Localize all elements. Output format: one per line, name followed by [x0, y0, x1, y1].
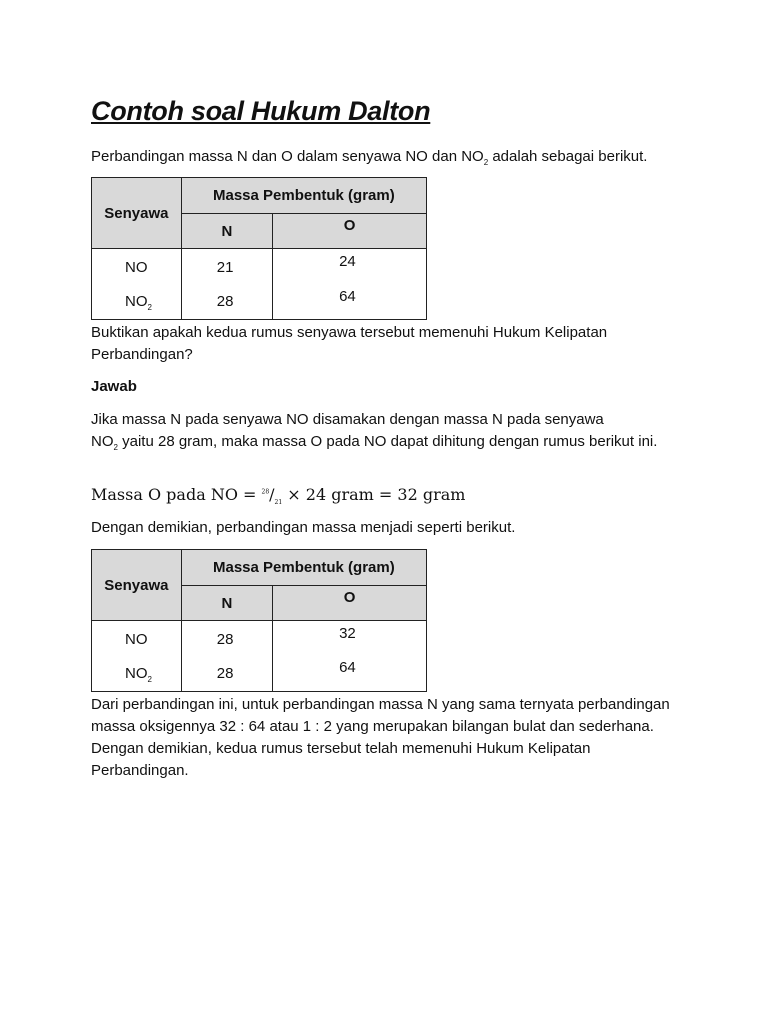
- o-column: [273, 621, 427, 692]
- header-n: N: [181, 214, 272, 249]
- explanation-paragraph: Jika massa N pada senyawa NO disamakan dengan massa N pada senyawa $NO_2$ yaitu 28 gram, maka massa O pada NO dapat dihitung dengan rumus berikut ini.: [91, 411, 658, 452]
- transition-paragraph: Dengan demikian, perbandingan massa menjadi seperti berikut.: [91, 519, 516, 536]
- compound-column: [92, 249, 182, 320]
- intro-subscript: 2: [483, 158, 489, 167]
- table-cell-n: 28: [216, 293, 234, 310]
- mass-table-adjusted: [91, 549, 427, 692]
- table-cell-compound: NO: [125, 259, 148, 276]
- table-cell-n: 21: [216, 259, 234, 276]
- table-cell-n: 28: [216, 665, 234, 682]
- page-title: Contoh soal Hukum Dalton: [91, 96, 431, 126]
- table-cell-o: 64: [339, 659, 356, 676]
- table-cell-o: 64: [339, 288, 356, 305]
- header-n: N: [181, 586, 272, 621]
- answer-label: Jawab: [91, 378, 137, 395]
- intro-text-end: adalah sebagai berikut.: [488, 148, 648, 165]
- compound-column: [92, 621, 182, 692]
- header-compound: Senyawa: [92, 550, 182, 621]
- table-cell-compound: $NO_2$: [125, 293, 152, 312]
- question-paragraph: Buktikan apakah kedua rumus senyawa tersebut memenuhi Hukum Kelipatan Perbandingan?: [91, 324, 608, 363]
- header-mass-group: Massa Pembentuk (gram): [181, 550, 426, 586]
- o-column: [273, 249, 427, 320]
- intro-paragraph: [91, 146, 691, 174]
- header-compound: Senyawa: [92, 178, 182, 249]
- conclusion-paragraph: Dari perbandingan ini, untuk perbandingan massa N yang sama ternyata perbandingan massa oksigennya 32 : 64 atau 1 : 2 yang merupakan bilangan bulat dan sederhana. Dengan demikian, kedua rumus tersebut telah memenuhi Hukum Kelipatan Perbandingan.: [91, 696, 670, 779]
- header-o: O: [273, 214, 427, 249]
- table-cell-compound: $NO_2$: [125, 665, 152, 684]
- n-column: [181, 249, 272, 320]
- header-o: O: [273, 586, 427, 621]
- n-column: [181, 621, 272, 692]
- table-cell-compound: NO: [125, 631, 148, 648]
- mass-table-initial: [91, 177, 427, 320]
- intro-text: Perbandingan massa N dan O dalam senyawa NO dan NO: [91, 148, 484, 165]
- formula: Massa O pada NO = $^{28}/_{21} \times 24$ gram = 32 gram: [91, 485, 466, 507]
- table-cell-o: 32: [339, 625, 356, 642]
- table-cell-n: 28: [216, 631, 234, 648]
- header-mass-group: Massa Pembentuk (gram): [181, 178, 426, 214]
- table-cell-o: 24: [339, 253, 356, 270]
